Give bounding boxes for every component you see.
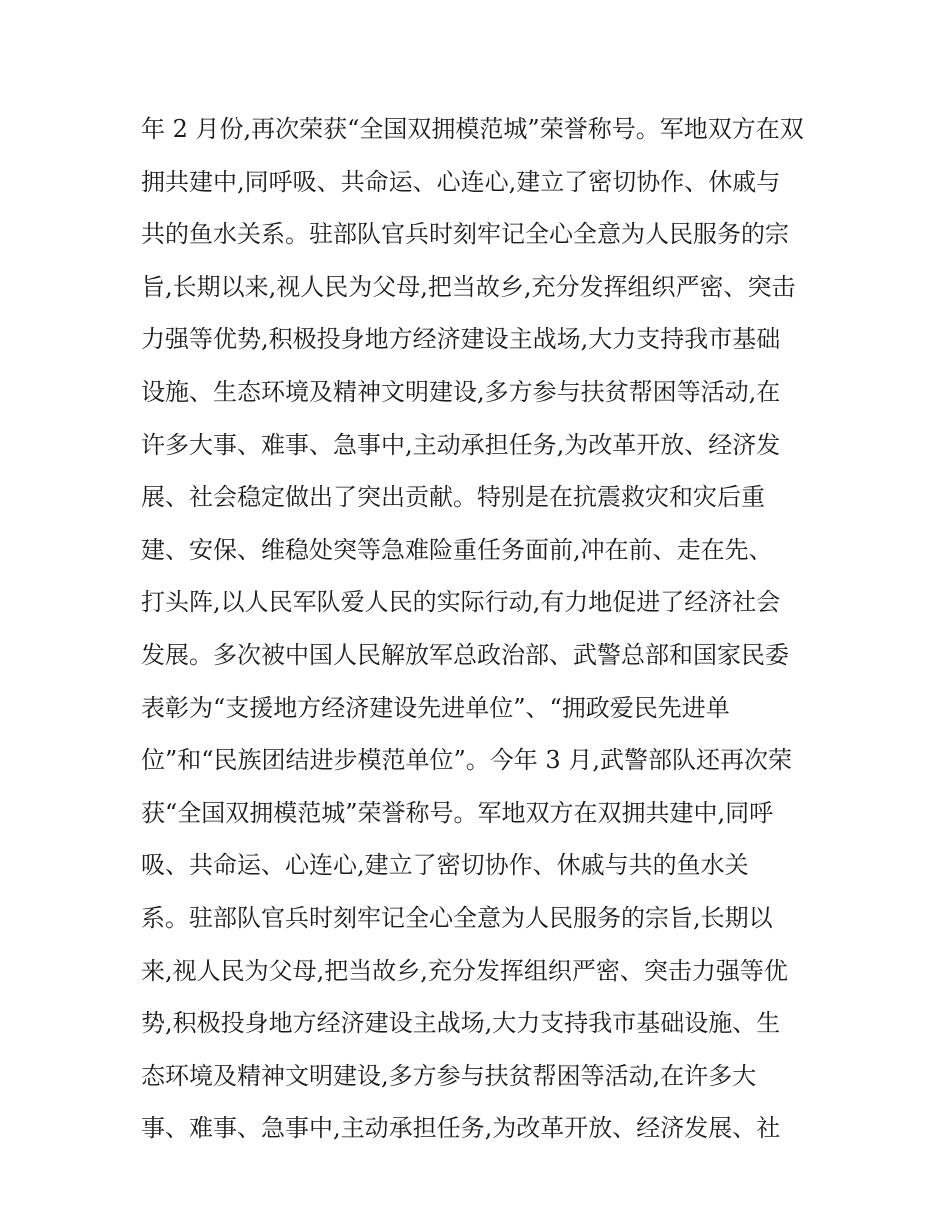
text-line: 获“全国双拥模范城”荣誉称号。军地双方在双拥共建中,同呼 bbox=[141, 798, 774, 827]
text-line: 共的鱼水关系。驻部队官兵时刻牢记全心全意为人民服务的宗 bbox=[141, 220, 789, 249]
text-line: 建、安保、维稳处突等急难险重任务面前,冲在前、走在先、 bbox=[141, 535, 773, 564]
text-line: 旨,长期以来,视人民为父母,把当故乡,充分发挥组织严密、突击 bbox=[141, 272, 796, 301]
text-line: 许多大事、难事、急事中,主动承担任务,为改革开放、经济发 bbox=[141, 430, 781, 459]
body-text bbox=[141, 103, 821, 1155]
text-line: 势,积极投身地方经济建设主战场,大力支持我市基础设施、生 bbox=[141, 1009, 781, 1038]
text-line: 发展。多次被中国人民解放军总政治部、武警总部和国家民委 bbox=[141, 640, 789, 669]
text-line: 来,视人民为父母,把当故乡,充分发挥组织严密、突击力强等优 bbox=[141, 956, 788, 985]
text-line: 打头阵,以人民军队爱人民的实际行动,有力地促进了经济社会 bbox=[141, 588, 781, 617]
text-line: 事、难事、急事中,主动承担任务,为改革开放、经济发展、社 bbox=[141, 1114, 781, 1143]
text-line: 态环境及精神文明建设,多方参与扶贫帮困等活动,在许多大 bbox=[141, 1061, 757, 1090]
text-line: 设施、生态环境及精神文明建设,多方参与扶贫帮困等活动,在 bbox=[141, 377, 781, 406]
text-line: 力强等优势,积极投身地方经济建设主战场,大力支持我市基础 bbox=[141, 325, 781, 354]
text-line: 表彰为“支援地方经济建设先进单位”、“拥政爱民先进单 bbox=[141, 693, 730, 722]
text-line: 吸、共命运、心连心,建立了密切协作、休戚与共的鱼水关 bbox=[141, 851, 749, 880]
text-line: 展、社会稳定做出了突出贡献。特别是在抗震救灾和灾后重 bbox=[141, 483, 765, 512]
text-line: 拥共建中,同呼吸、共命运、心连心,建立了密切协作、休戚与 bbox=[141, 167, 781, 196]
text-line: 位”和“民族团结进步模范单位”。今年 3 月,武警部队还再次荣 bbox=[141, 746, 792, 775]
text-line: 系。驻部队官兵时刻牢记全心全意为人民服务的宗旨,长期以 bbox=[141, 903, 773, 932]
text-line: 年 2 月份,再次荣获“全国双拥模范城”荣誉称号。军地双方在双 bbox=[141, 115, 804, 143]
